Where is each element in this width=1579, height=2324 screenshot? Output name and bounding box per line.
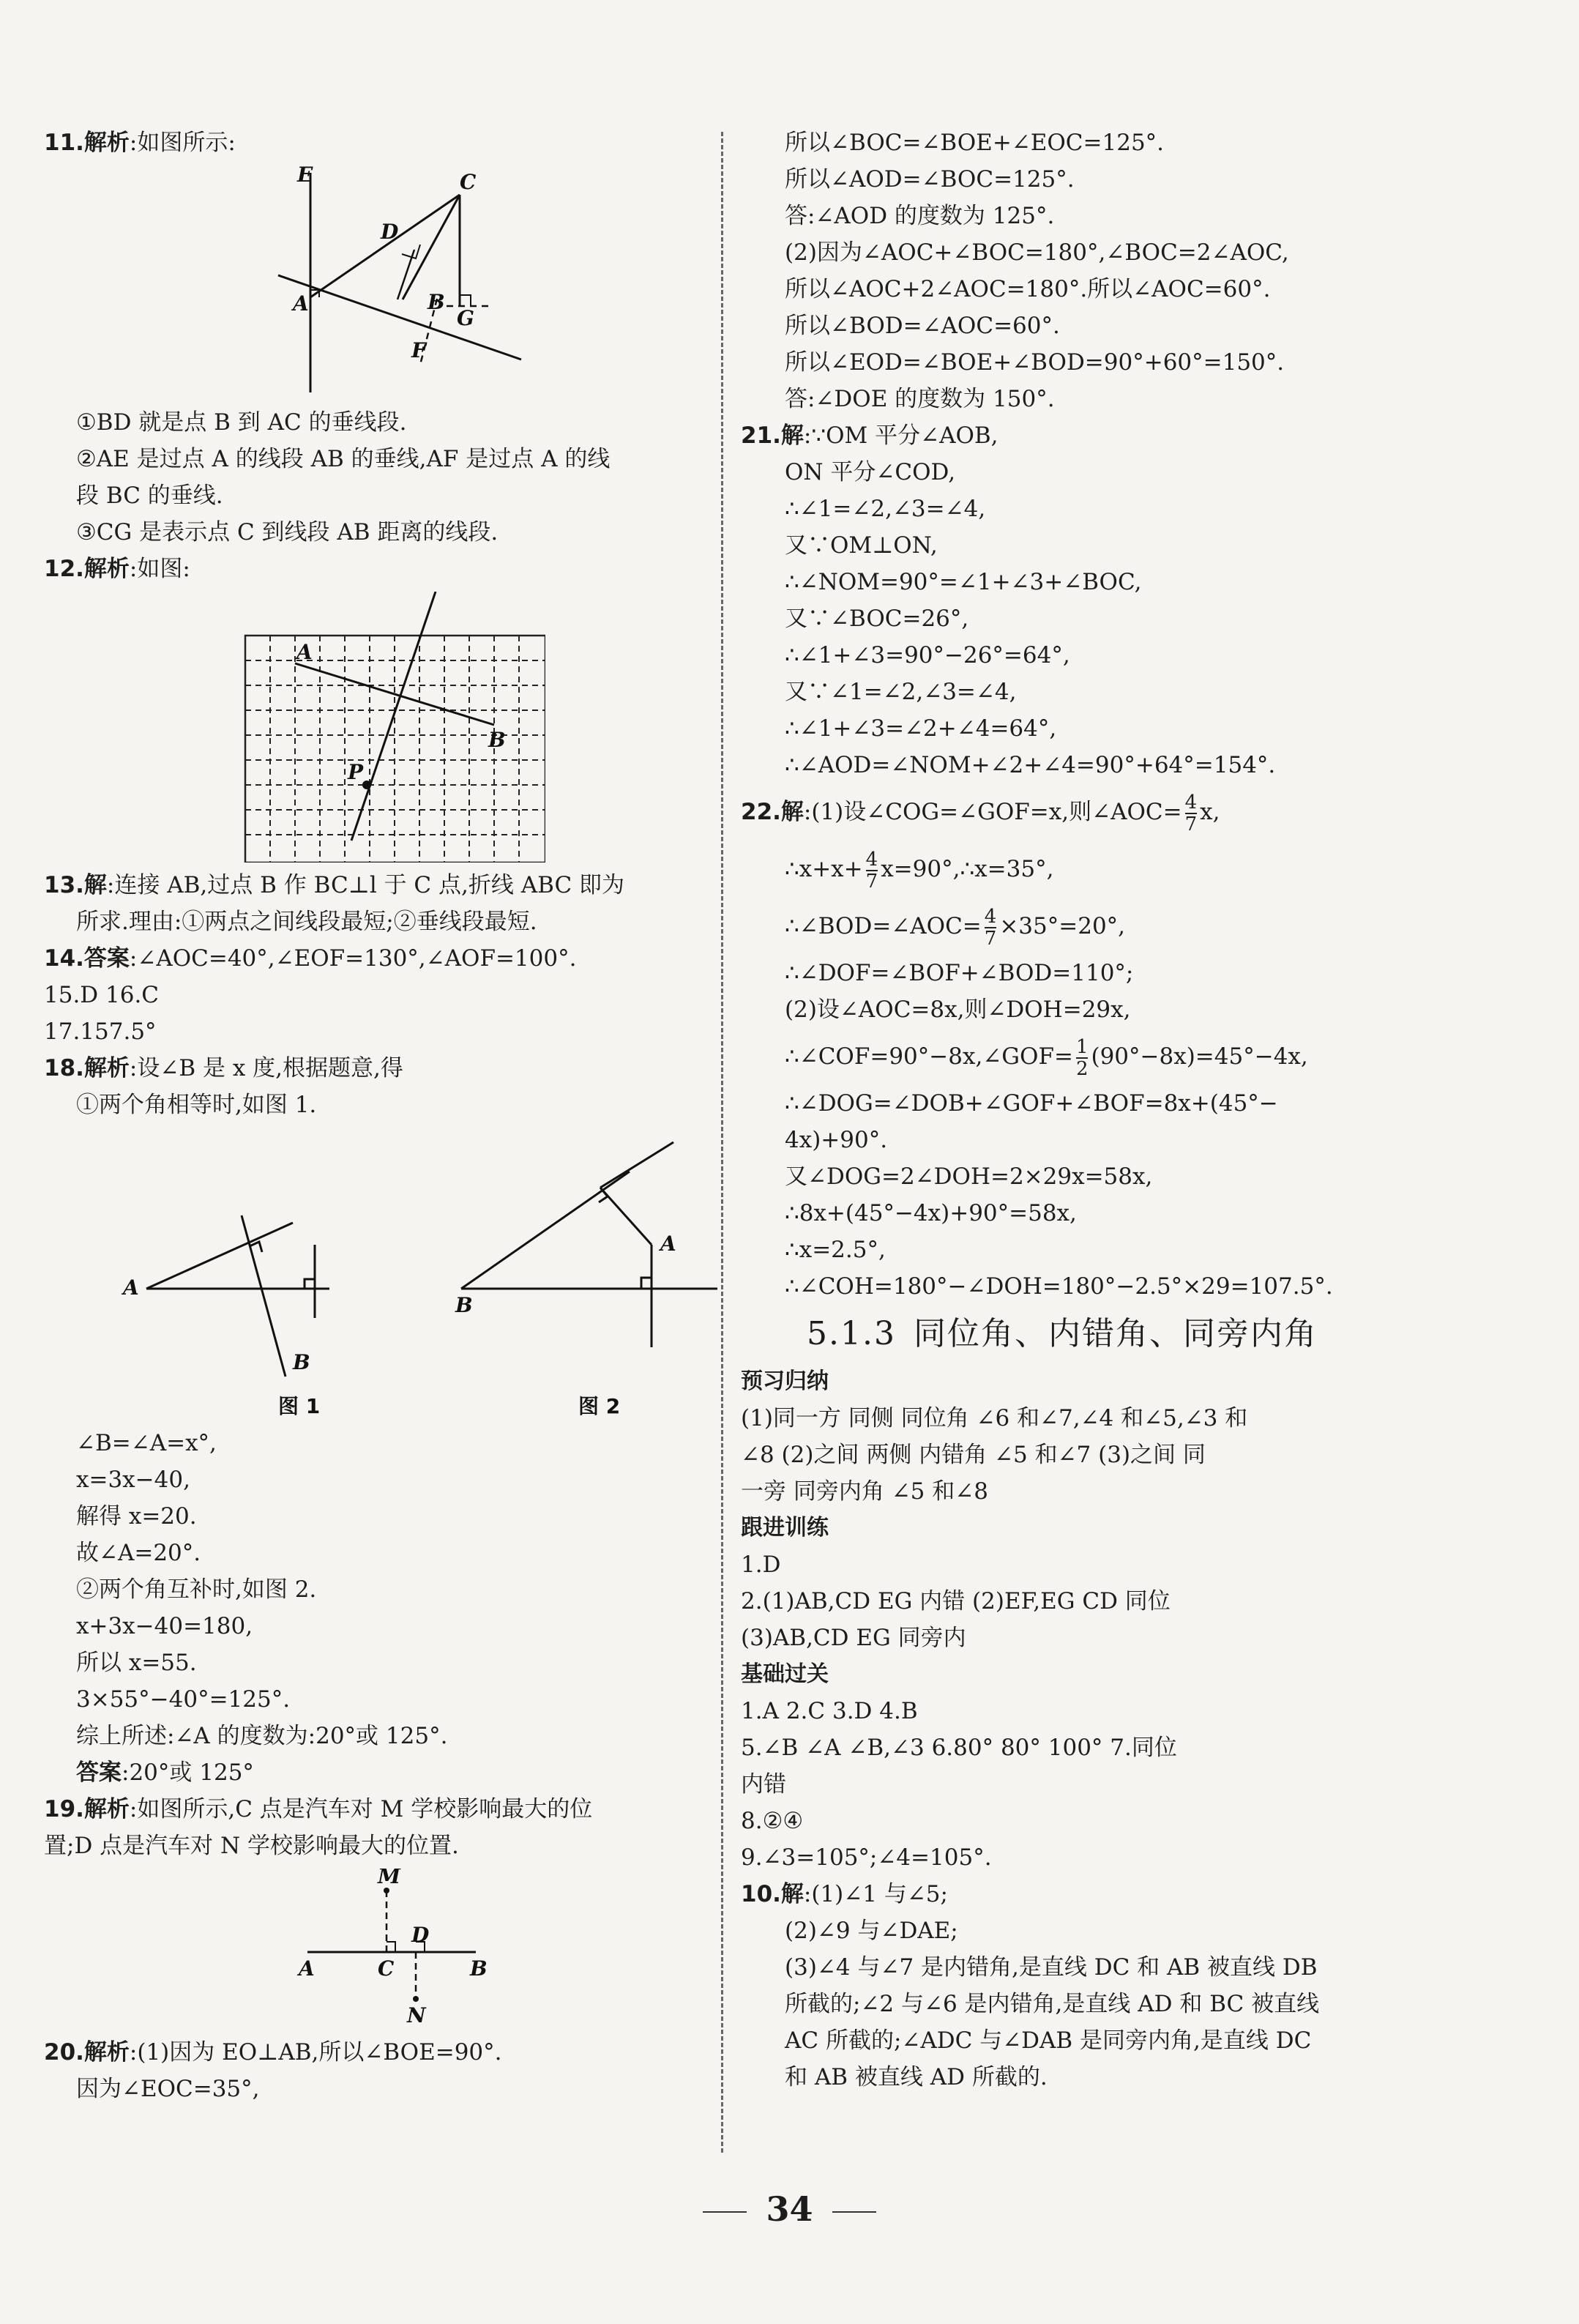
q19-figure: [293, 1869, 703, 2030]
q21-text0: :∵OM 平分∠AOB,: [803, 422, 998, 449]
q18-step6: x+3x−40=180,: [76, 1613, 253, 1639]
q20-cont-4: (2)因为∠AOC+∠BOC=180°,∠BOC=2∠AOC,: [785, 239, 1289, 266]
q18-step7: 所以 x=55.: [76, 1650, 197, 1676]
q22-line2: [741, 841, 1539, 898]
q11-label: 11.解析: [44, 130, 130, 156]
q18-answer-text: :20°或 125°: [122, 1759, 254, 1786]
q19-label-D: D: [411, 1923, 430, 1947]
q18-step1: ∠B=∠A=x°,: [76, 1430, 217, 1456]
q18-answer-label: 答案: [76, 1759, 122, 1786]
q22-text6b: (90°−8x)=45°−4x,: [1091, 1043, 1308, 1070]
q11-line3: 段 BC 的垂线.: [76, 483, 223, 509]
fraction-4-7: [985, 906, 997, 949]
q14-text: :∠AOC=40°,∠EOF=130°,∠AOF=100°.: [129, 945, 577, 972]
q20-line1: [44, 2034, 703, 2071]
q18-label: 18.解析: [44, 1055, 130, 1081]
q19-line2: 置;D 点是汽车对 N 学校影响最大的位置.: [44, 1833, 459, 1859]
q20-cont-5: 所以∠AOC+2∠AOC=180°.所以∠AOC=60°.: [785, 276, 1271, 302]
q11-text: :如图所示:: [129, 130, 236, 156]
q22-line7: ∴∠DOG=∠DOB+∠GOF+∠BOF=8x+(45°−: [785, 1090, 1278, 1117]
q21-line6: ∴∠1+∠3=90°−26°=64°,: [785, 642, 1070, 668]
follow-heading: 跟进训练: [741, 1515, 829, 1541]
q11-label-A: A: [293, 291, 309, 316]
q19-label-B: B: [470, 1956, 488, 1981]
q11-label-D: D: [381, 220, 399, 244]
q21-line0: [741, 417, 1539, 454]
q10-line2: (3)∠4 与∠7 是内错角,是直线 DC 和 AB 被直线 DB: [785, 1954, 1318, 1981]
q22-line6: [741, 1028, 1539, 1085]
q22-line4: ∴∠DOF=∠BOF+∠BOD=110°;: [785, 960, 1134, 986]
q19-label-A: A: [299, 1956, 315, 1981]
q18-answer: [44, 1754, 703, 1791]
q18-diagrams: [117, 1128, 717, 1420]
q22-line11: ∴x=2.5°,: [785, 1237, 886, 1263]
q18-step9: 综上所述:∠A 的度数为:20°或 125°.: [76, 1723, 448, 1749]
q18-step3: 解得 x=20.: [76, 1503, 197, 1530]
q22-line3: [741, 898, 1539, 955]
q18-step8: 3×55°−40°=125°.: [76, 1686, 291, 1713]
q21-line4: ∴∠NOM=90°=∠1+∠3+∠BOC,: [785, 569, 1142, 595]
basic-line4: 8.②④: [741, 1808, 804, 1834]
q13-text1: :连接 AB,过点 B 作 BC⊥l 于 C 点,折线 ABC 即为: [106, 872, 625, 898]
q11-line4: ③CG 是表示点 C 到线段 AB 距离的线段.: [76, 519, 499, 545]
page-number-value: 34: [766, 2189, 813, 2229]
q22-text1b: x,: [1200, 799, 1220, 825]
q22-line5: (2)设∠AOC=8x,则∠DOH=29x,: [785, 997, 1131, 1023]
q22-line9: 又∠DOG=2∠DOH=2×29x=58x,: [785, 1163, 1153, 1190]
q12-label-P: P: [348, 760, 364, 784]
q10-line5: 和 AB 被直线 AD 所截的.: [785, 2064, 1048, 2090]
q10-line1: (2)∠9 与∠DAE;: [785, 1918, 958, 1944]
q19-line1: [44, 1791, 703, 1828]
follow-line3: (3)AB,CD EG 同旁内: [741, 1625, 966, 1651]
q11-head: [44, 124, 703, 161]
frac-den: 2: [1075, 1057, 1089, 1080]
section-number: 5.1.3: [807, 1315, 896, 1352]
q12-label-B: B: [488, 728, 506, 752]
q13-line1: [44, 867, 703, 904]
fraction-4-7: [1185, 792, 1198, 835]
frac-den: 7: [1184, 813, 1198, 835]
q15-line: 15.D 16.C: [44, 982, 160, 1008]
q22-label: 22.解: [741, 799, 804, 825]
q18-step2: x=3x−40,: [76, 1467, 190, 1493]
q21-line9: ∴∠AOD=∠NOM+∠2+∠4=90°+64°=154°.: [785, 752, 1276, 778]
q11-diagram: [264, 165, 571, 400]
q22-line10: ∴8x+(45°−4x)+90°=58x,: [785, 1200, 1077, 1226]
q22-text6a: ∴∠COF=90°−8x,∠GOF=: [785, 1043, 1073, 1070]
frac-den: 7: [984, 927, 997, 950]
q11-label-C: C: [460, 170, 477, 194]
q14-label: 14.答案: [44, 945, 130, 972]
basic-line1: 1.A 2.C 3.D 4.B: [741, 1698, 918, 1724]
basic-line2: 5.∠B ∠A ∠B,∠3 6.80° 80° 100° 7.同位: [741, 1735, 1177, 1761]
page-number: [0, 2189, 1579, 2229]
frac-num: 4: [865, 848, 878, 871]
q11-line2: ②AE 是过点 A 的线段 AB 的垂线,AF 是过点 A 的线: [76, 446, 611, 472]
preview-line2: ∠8 (2)之间 两侧 内错角 ∠5 和∠7 (3)之间 同: [741, 1442, 1206, 1468]
q22-text3a: ∴∠BOD=∠AOC=: [785, 913, 982, 939]
q22-line12: ∴∠COH=180°−∠DOH=180°−2.5°×29=107.5°.: [785, 1273, 1333, 1300]
q20-label: 20.解析: [44, 2039, 130, 2066]
preview-line3: 一旁 同旁内角 ∠5 和∠8: [741, 1478, 988, 1505]
q11-label-F: F: [411, 338, 426, 362]
preview-heading: 预习归纳: [741, 1368, 829, 1394]
q21-line7: 又∵∠1=∠2,∠3=∠4,: [785, 679, 1017, 705]
q10-line3: 所截的;∠2 与∠6 是内错角,是直线 AD 和 BC 被直线: [785, 1991, 1320, 2017]
fig2-label-A: A: [660, 1232, 676, 1256]
right-column: [741, 124, 1539, 2096]
q14-line: [44, 940, 703, 977]
q11-label-G: G: [457, 306, 474, 330]
frac-num: 1: [1075, 1035, 1089, 1058]
fig1-label-A: A: [123, 1275, 139, 1300]
fig2-label-B: B: [455, 1293, 473, 1317]
q20-cont-3: 答:∠AOD 的度数为 125°.: [785, 203, 1055, 229]
section-name: 同位角、内错角、同旁内角: [913, 1315, 1318, 1352]
q18-figures: [117, 1128, 703, 1420]
q20-cont-8: 答:∠DOE 的度数为 150°.: [785, 386, 1055, 412]
q12-label-A: A: [296, 640, 313, 664]
q21-line3: 又∵OM⊥ON,: [785, 532, 938, 559]
q10-line4: AC 所截的;∠ADC 与∠DAB 是同旁内角,是直线 DC: [785, 2027, 1312, 2054]
q13-line2: 所求.理由:①两点之间线段最短;②垂线段最短.: [76, 909, 537, 935]
q21-line8: ∴∠1+∠3=∠2+∠4=64°,: [785, 715, 1057, 742]
q11-line1: ①BD 就是点 B 到 AC 的垂线段.: [76, 409, 407, 436]
q10-line0: [741, 1876, 1539, 1913]
basic-line5: 9.∠3=105°;∠4=105°.: [741, 1844, 992, 1871]
q20-cont-2: 所以∠AOD=∠BOC=125°.: [785, 166, 1075, 193]
q20-line2: 因为∠EOC=35°,: [76, 2076, 260, 2102]
fraction-4-7: [866, 849, 878, 892]
frac-num: 4: [1184, 791, 1198, 813]
q12-head: [44, 551, 703, 587]
q19-diagram: [293, 1869, 498, 2030]
q10-label: 10.解: [741, 1881, 804, 1907]
q22-text3b: ×35°=20°,: [999, 913, 1126, 939]
q20-cont-7: 所以∠EOD=∠BOE+∠BOD=90°+60°=150°.: [785, 349, 1285, 376]
q18-case1: ①两个角相等时,如图 1.: [76, 1092, 317, 1118]
fig2-caption: 图 2: [578, 1394, 621, 1418]
q20-text1: :(1)因为 EO⊥AB,所以∠BOE=90°.: [129, 2039, 502, 2066]
q12-grid-diagram: [231, 592, 545, 863]
preview-line1: (1)同一方 同侧 同位角 ∠6 和∠7,∠4 和∠5,∠3 和: [741, 1405, 1248, 1431]
column-divider: [721, 132, 723, 2153]
frac-num: 4: [984, 905, 997, 928]
q20-cont-1: 所以∠BOC=∠BOE+∠EOC=125°.: [785, 130, 1165, 156]
page-number-dash-left: [703, 2211, 747, 2213]
q18-head: [44, 1050, 703, 1087]
follow-line1: 1.D: [741, 1552, 781, 1578]
fig1-label-B: B: [293, 1350, 310, 1374]
q18-text: :设∠B 是 x 度,根据题意,得: [129, 1055, 403, 1081]
fraction-1-2: [1076, 1037, 1089, 1079]
page-number-dash-right: [832, 2211, 876, 2213]
section-title: [741, 1305, 1539, 1363]
q12-figure: [231, 592, 703, 863]
q10-text0: :(1)∠1 与∠5;: [803, 1881, 948, 1907]
q19-label: 19.解析: [44, 1796, 130, 1822]
q11-figure: [264, 165, 703, 400]
basic-heading: 基础过关: [741, 1661, 829, 1687]
q22-text1a: :(1)设∠COG=∠GOF=x,则∠AOC=: [803, 799, 1182, 825]
q13-label: 13.解: [44, 872, 107, 898]
basic-line3: 内错: [741, 1771, 786, 1798]
q22-line1: [741, 783, 1539, 841]
q22-line8: 4x)+90°.: [785, 1127, 888, 1153]
follow-line2: 2.(1)AB,CD EG 内错 (2)EF,EG CD 同位: [741, 1588, 1171, 1614]
q12-text: :如图:: [129, 556, 190, 582]
q22-text2a: ∴x+x+: [785, 856, 863, 882]
q11-label-E: E: [297, 165, 313, 187]
q19-label-C: C: [378, 1956, 395, 1981]
q21-line5: 又∵∠BOC=26°,: [785, 606, 969, 632]
q19-label-M: M: [378, 1869, 400, 1888]
q11-label-B: B: [428, 290, 445, 314]
frac-den: 7: [865, 870, 878, 893]
q19-text1: :如图所示,C 点是汽车对 M 学校影响最大的位: [129, 1796, 593, 1822]
q22-text2b: x=90°,∴x=35°,: [881, 856, 1054, 882]
q21-line2: ∴∠1=∠2,∠3=∠4,: [785, 496, 986, 522]
q21-label: 21.解: [741, 422, 804, 449]
q18-step4: 故∠A=20°.: [76, 1540, 201, 1566]
q18-step5: ②两个角互补时,如图 2.: [76, 1576, 317, 1603]
q19-label-N: N: [407, 2003, 426, 2027]
q17-line: 17.157.5°: [44, 1018, 157, 1045]
left-column: [44, 124, 703, 2107]
q20-cont-6: 所以∠BOD=∠AOC=60°.: [785, 313, 1060, 339]
q12-label: 12.解析: [44, 556, 130, 582]
fig1-caption: 图 1: [278, 1394, 321, 1418]
q21-line1: ON 平分∠COD,: [785, 459, 956, 485]
